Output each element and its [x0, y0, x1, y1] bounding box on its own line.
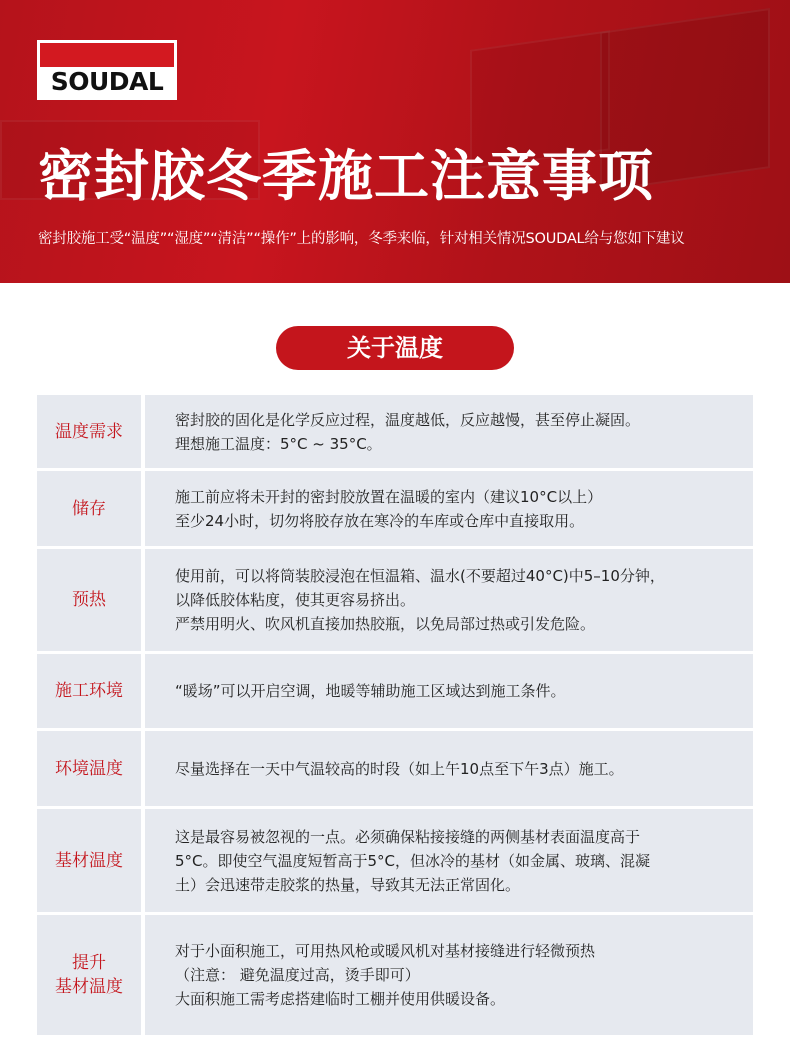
row-label: [37, 654, 141, 728]
logo-red-bar: [40, 43, 174, 67]
row-label: [37, 809, 141, 912]
row-label-text: 环境温度: [55, 758, 123, 779]
info-table: [37, 395, 753, 1038]
row-description: [145, 549, 753, 651]
row-label-text: 施工环境: [55, 681, 123, 701]
row-description: [145, 654, 753, 728]
row-label: [37, 471, 141, 546]
description-line: 5°C。即使空气温度短暂高于5°C，但冰冷的基材（如金属、玻璃、混凝: [175, 851, 651, 870]
table-row: [37, 809, 753, 912]
description-line: 土）会迅速带走胶浆的热量，导致其无法正常固化。: [175, 875, 521, 894]
row-label-text: 提升: [72, 953, 106, 973]
row-label-text: 温度需求: [55, 421, 123, 442]
description-line: 理想施工温度：5°C ~ 35°C。: [175, 434, 382, 453]
row-label-text: 预热: [72, 590, 106, 610]
row-label: [37, 395, 141, 468]
description-line: （注意： 避免温度过高，烫手即可）: [175, 966, 420, 984]
section-title: 关于温度: [276, 326, 514, 370]
description-line: 密封胶的固化是化学反应过程，温度越低，反应越慢，甚至停止凝固。: [175, 410, 641, 429]
row-description: [145, 395, 753, 468]
hero-banner: [0, 0, 790, 283]
description-line: “暖场”可以开启空调，地暖等辅助施工区域达到施工条件。: [175, 682, 566, 700]
description-line: 至少24小时，切勿将胶存放在寒冷的车库或仓库中直接取用。: [175, 511, 585, 530]
description-line: 施工前应将未开封的密封胶放置在温暖的室内（建议10°C以上）: [175, 487, 603, 506]
row-label-text: 储存: [72, 498, 106, 519]
soudal-logo: [37, 40, 177, 100]
table-row: [37, 549, 753, 651]
description-line: 这是最容易被忽视的一点。必须确保粘接接缝的两侧基材表面温度高于: [175, 827, 641, 846]
description-line: 以降低胶体粘度，使其更容易挤出。: [175, 591, 416, 609]
description-line: 严禁用明火、吹风机直接加热胶瓶，以免局部过热或引发危险。: [175, 615, 596, 633]
row-description: [145, 809, 753, 912]
page-subtitle: 密封胶施工受“温度”“湿度”“清洁”“操作”上的影响，冬季来临，针对相关情况SOUDAL给与您如下建议: [38, 231, 685, 247]
row-label: [37, 731, 141, 806]
description-line: 使用前，可以将筒装胶浸泡在恒温箱、温水(不要超过40°C)中5–10分钟，: [175, 567, 665, 585]
logo-text: SOUDAL: [50, 67, 164, 96]
row-label-text: 基材温度: [55, 977, 123, 997]
row-description: [145, 731, 753, 806]
description-line: 尽量选择在一天中气温较高的时段（如上午10点至下午3点）施工。: [175, 759, 624, 778]
description-line: 大面积施工需考虑搭建临时工棚并使用供暖设备。: [175, 990, 506, 1008]
row-label: [37, 915, 141, 1035]
table-row: [37, 395, 753, 468]
table-row: [37, 654, 753, 728]
row-label-text: 基材温度: [55, 850, 123, 871]
row-description: [145, 471, 753, 546]
description-line: 对于小面积施工，可用热风枪或暖风机对基材接缝进行轻微预热: [175, 942, 596, 960]
page-title: 密封胶冬季施工注意事项: [38, 144, 655, 208]
table-row: [37, 731, 753, 806]
table-row: [37, 471, 753, 546]
row-description: [145, 915, 753, 1035]
row-label: [37, 549, 141, 651]
table-row: [37, 915, 753, 1035]
